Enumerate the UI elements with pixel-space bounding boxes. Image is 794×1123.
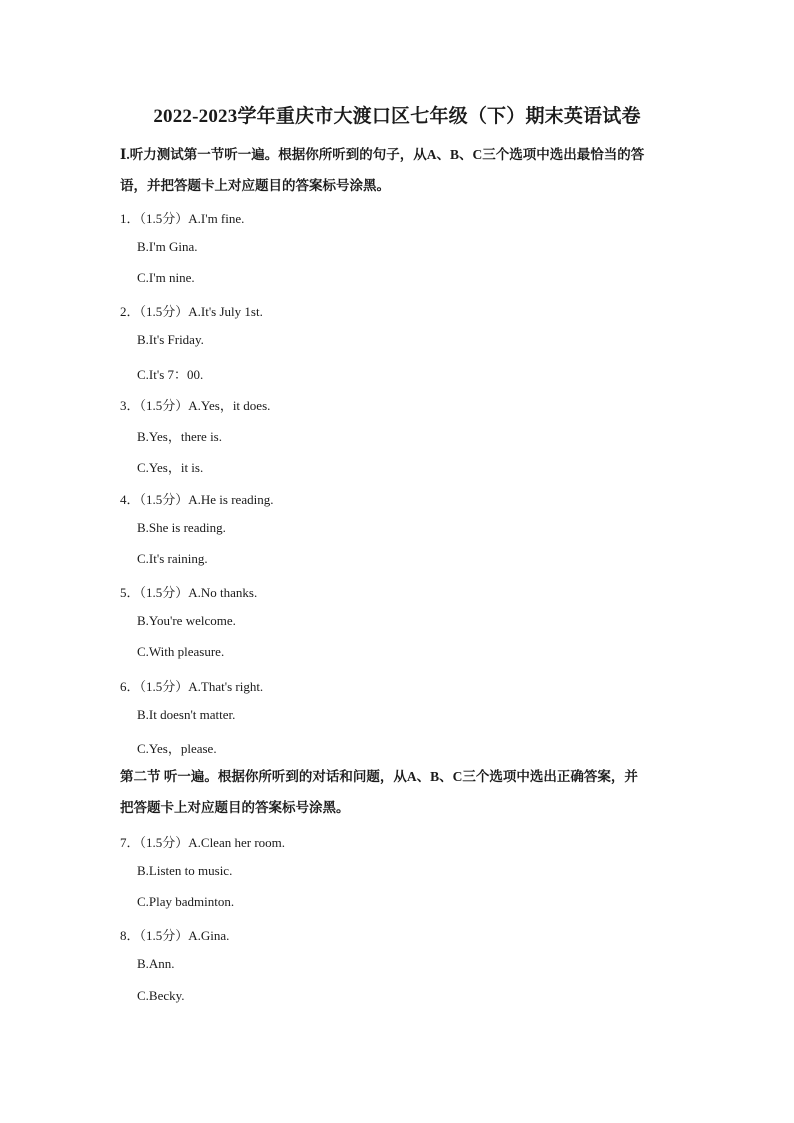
question-5 [120, 582, 257, 601]
question-6-option-b: B.It doesn't matter. [137, 707, 236, 722]
question-1-option-c: C.I'm nine. [137, 270, 195, 285]
question-8-option-b: B.Ann. [137, 956, 175, 971]
question-7 [120, 832, 285, 851]
question-5-option-a: A.No thanks. [188, 585, 258, 600]
question-2 [120, 301, 263, 320]
question-3-option-a: A.Yes，it does. [188, 398, 271, 413]
question-3 [120, 395, 270, 414]
question-5-option-c: C.With pleasure. [137, 644, 225, 659]
question-8-prefix: 8．（1.5分） [120, 928, 189, 943]
section-1-heading-line-2: 语，并把答题卡上对应题目的答案标号涂黑。 [120, 178, 390, 193]
question-3-option-b: B.Yes，there is. [137, 429, 222, 444]
question-7-prefix: 7．（1.5分） [120, 835, 189, 850]
question-4 [120, 489, 273, 508]
question-6 [120, 676, 263, 695]
question-4-option-c: C.It's raining. [137, 551, 208, 566]
question-7-option-a: A.Clean her room. [188, 835, 286, 850]
question-6-option-a: A.That's right. [188, 679, 264, 694]
question-1-option-a: A.I'm fine. [188, 211, 245, 226]
question-4-option-a: A.He is reading. [188, 492, 274, 507]
question-2-prefix: 2．（1.5分） [120, 304, 189, 319]
question-5-prefix: 5．（1.5分） [120, 585, 189, 600]
question-1 [120, 208, 244, 227]
question-5-option-b: B.You're welcome. [137, 613, 236, 628]
question-3-option-c: C.Yes，it is. [137, 460, 204, 475]
question-6-option-c: C.Yes，please. [137, 741, 217, 756]
question-7-option-b: B.Listen to music. [137, 863, 233, 878]
question-8-option-a: A.Gina. [188, 928, 230, 943]
section-1-heading [120, 139, 690, 201]
question-2-option-c: C.It's 7：00. [137, 367, 204, 382]
section-2-heading-line-2: 把答题卡上对应题目的答案标号涂黑。 [120, 800, 350, 815]
section-2-heading [120, 761, 690, 823]
question-1-prefix: 1．（1.5分） [120, 211, 189, 226]
question-2-option-b: B.It's Friday. [137, 332, 204, 347]
question-1-option-b: B.I'm Gina. [137, 239, 198, 254]
section-1-heading-line-1: Ⅰ.听力测试第一节听一遍。根据你所听到的句子，从A、B、C三个选项中选出最恰当的答 [120, 147, 645, 162]
question-3-prefix: 3．（1.5分） [120, 398, 189, 413]
question-8-option-c: C.Becky. [137, 988, 185, 1003]
question-4-prefix: 4．（1.5分） [120, 492, 189, 507]
section-2-heading-line-1: 第二节 听一遍。根据你所听到的对话和问题，从A、B、C三个选项中选出正确答案，并 [120, 769, 638, 784]
question-7-option-c: C.Play badminton. [137, 894, 235, 909]
question-2-option-a: A.It's July 1st. [188, 304, 263, 319]
question-8 [120, 925, 229, 944]
question-6-prefix: 6．（1.5分） [120, 679, 189, 694]
page-title: 2022-2023学年重庆市大渡口区七年级（下）期末英语试卷 [153, 106, 641, 127]
question-4-option-b: B.She is reading. [137, 520, 226, 535]
